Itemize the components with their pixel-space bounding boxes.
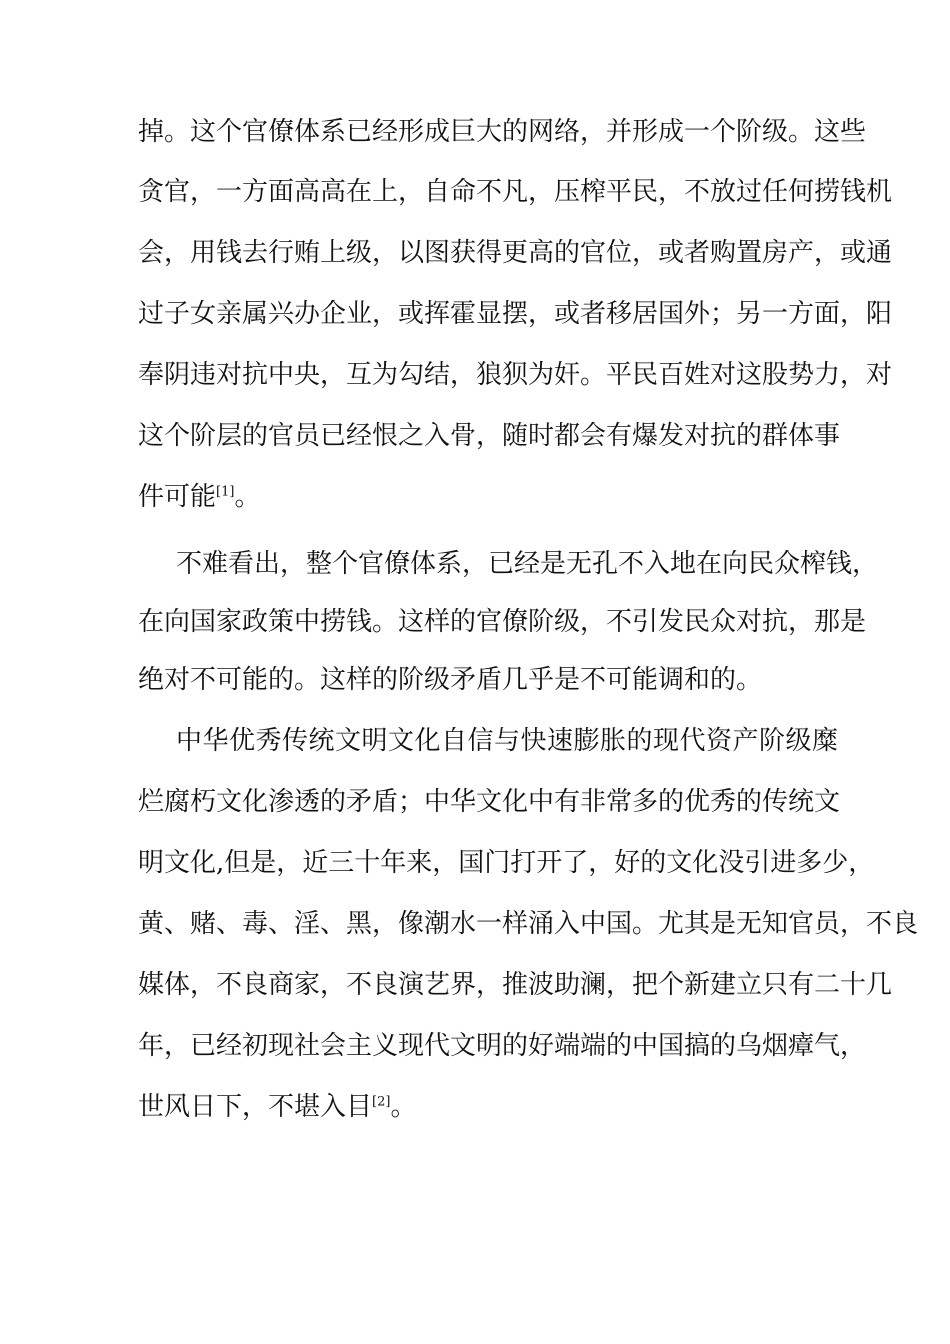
- paragraph-2-line-2: 在向国家政策中捞钱。这样的官僚阶级，不引发民众对抗，那是: [138, 607, 867, 637]
- paragraph-2-line-1: 不难看出，整个官僚体系，已经是无孔不入地在向民众榨钱，: [176, 549, 879, 579]
- paragraph-3-line-7: [138, 1087, 416, 1127]
- paragraph-1-line-3: 会，用钱去行贿上级，以图获得更高的官位，或者购置房产，或通: [138, 238, 893, 268]
- paragraph-3-line-1: 中华优秀传统文明文化自信与快速膨胀的现代资产阶级糜: [176, 726, 838, 756]
- paragraph-1-line-4: 过子女亲属兴办企业，或挥霍显摆，或者移居国外；另一方面，阳: [138, 299, 893, 329]
- paragraph-3-line-3: 明文化,但是，近三十年来，国门打开了，好的文化没引进多少，: [138, 848, 875, 878]
- paragraph-3-line-6: 年，已经初现社会主义现代文明的好端端的中国搞的乌烟瘴气，: [138, 1031, 867, 1061]
- paragraph-2-line-3: 绝对不可能的。这样的阶级矛盾几乎是不可能调和的。: [138, 665, 763, 695]
- paragraph-1-line-1: 掉。这个官僚体系已经形成巨大的网络，并形成一个阶级。这些: [138, 117, 867, 147]
- paragraph-3-last-text: 世风日下，不堪入目: [138, 1092, 373, 1122]
- paragraph-3-line-2: 烂腐朽文化渗透的矛盾；中华文化中有非常多的优秀的传统文: [138, 787, 841, 817]
- paragraph-1-line-2: 贪官，一方面高高在上，自命不凡，压榨平民，不放过任何捞钱机: [138, 177, 893, 207]
- paragraph-3-last-end: 。: [390, 1092, 417, 1122]
- paragraph-1-last-end: 。: [234, 482, 261, 512]
- footnote-ref-1[interactable]: [1]: [216, 484, 235, 500]
- paragraph-1-line-7: [138, 477, 260, 517]
- paragraph-1-last-text: 件可能: [138, 482, 217, 512]
- paragraph-3-line-5: 媒体，不良商家，不良演艺界，推波助澜，把个新建立只有二十几: [138, 970, 893, 1000]
- paragraph-3-line-4: 黄、赌、毒、淫、黑，像潮水一样涌入中国。尤其是无知官员，不良: [138, 909, 919, 939]
- paragraph-1-line-5: 奉阴违对抗中央，互为勾结，狼狈为奸。平民百姓对这股势力，对: [138, 360, 893, 390]
- footnote-ref-2[interactable]: [2]: [372, 1094, 391, 1110]
- paragraph-1-line-6: 这个阶层的官员已经恨之入骨，随时都会有爆发对抗的群体事: [138, 421, 841, 451]
